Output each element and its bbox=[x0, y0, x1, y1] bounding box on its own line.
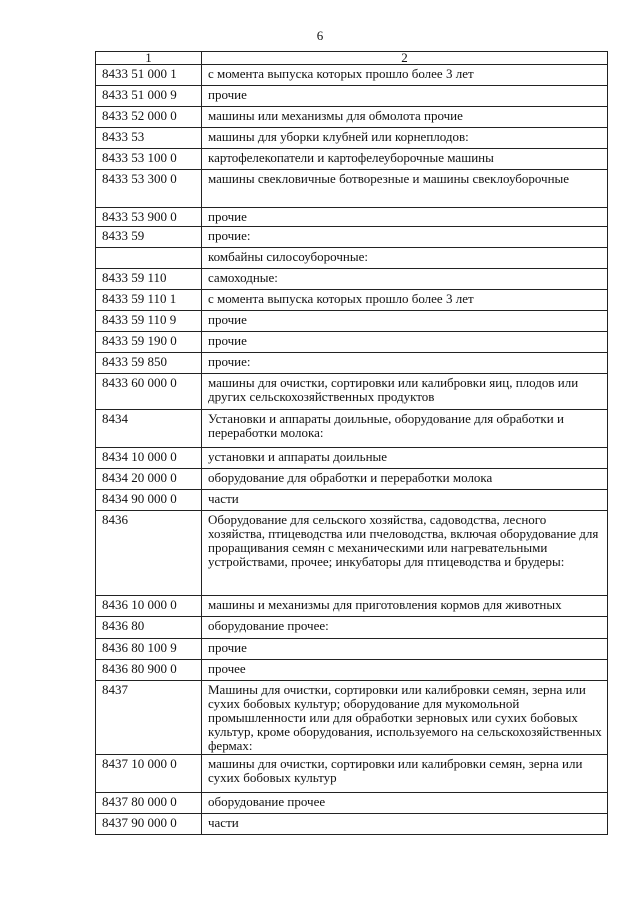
header-row bbox=[96, 52, 608, 65]
table-row bbox=[96, 511, 608, 596]
table-row bbox=[96, 617, 608, 639]
table-row bbox=[96, 490, 608, 511]
tnved-code: 8433 59 bbox=[96, 227, 202, 248]
tnved-code: 8436 bbox=[96, 511, 202, 596]
table-row bbox=[96, 128, 608, 149]
item-description: прочие: bbox=[202, 353, 608, 374]
item-description: прочие bbox=[202, 639, 608, 660]
item-description: машины и механизмы для приготовления кормов для животных bbox=[202, 596, 608, 617]
tnved-code: 8433 59 850 bbox=[96, 353, 202, 374]
tnved-code bbox=[96, 248, 202, 269]
tnved-code: 8434 20 000 0 bbox=[96, 469, 202, 490]
tnved-code: 8433 51 000 1 bbox=[96, 65, 202, 86]
item-description: самоходные: bbox=[202, 269, 608, 290]
item-description: с момента выпуска которых прошло более 3 лет bbox=[202, 65, 608, 86]
table-row bbox=[96, 596, 608, 617]
column-header-description: 2 bbox=[202, 52, 608, 65]
tnved-code: 8434 10 000 0 bbox=[96, 448, 202, 469]
item-description: Машины для очистки, сортировки или калибровки семян, зерна или сухих бобовых культур; оборудование для мукомольной промышленности или для обработки зерновых или сухих бобовых культур, кроме оборудования, используемого на сельскохозяйственных фермах: bbox=[202, 681, 608, 755]
item-description: машины свекловичные ботворезные и машины свеклоуборочные bbox=[202, 170, 608, 208]
classification-table bbox=[95, 51, 608, 835]
table-row bbox=[96, 107, 608, 128]
table-row bbox=[96, 332, 608, 353]
tnved-code: 8433 53 100 0 bbox=[96, 149, 202, 170]
item-description: части bbox=[202, 814, 608, 835]
tnved-code: 8433 53 bbox=[96, 128, 202, 149]
item-description: с момента выпуска которых прошло более 3 лет bbox=[202, 290, 608, 311]
item-description: машины для уборки клубней или корнеплодов: bbox=[202, 128, 608, 149]
table-row bbox=[96, 149, 608, 170]
item-description: комбайны силосоуборочные: bbox=[202, 248, 608, 269]
item-description: машины для очистки, сортировки или калибровки яиц, плодов или других сельскохозяйственных продуктов bbox=[202, 374, 608, 410]
table-body bbox=[96, 65, 608, 835]
tnved-code: 8436 80 100 9 bbox=[96, 639, 202, 660]
table-row bbox=[96, 639, 608, 660]
tnved-code: 8437 10 000 0 bbox=[96, 755, 202, 793]
table-row bbox=[96, 374, 608, 410]
tnved-code: 8437 80 000 0 bbox=[96, 793, 202, 814]
table-row bbox=[96, 311, 608, 332]
item-description: части bbox=[202, 490, 608, 511]
table-row bbox=[96, 170, 608, 208]
tnved-code: 8433 53 300 0 bbox=[96, 170, 202, 208]
tnved-code: 8433 59 110 1 bbox=[96, 290, 202, 311]
tnved-code: 8433 59 110 9 bbox=[96, 311, 202, 332]
table-row bbox=[96, 290, 608, 311]
table-row bbox=[96, 227, 608, 248]
table-row bbox=[96, 681, 608, 755]
item-description: машины для очистки, сортировки или калибровки семян, зерна или сухих бобовых культур bbox=[202, 755, 608, 793]
item-description: Оборудование для сельского хозяйства, садоводства, лесного хозяйства, птицеводства или пчеловодства, включая оборудование для проращивания семян с механическими или нагревательными устройствами, прочее; инкубаторы для птицеводства и брудеры: bbox=[202, 511, 608, 596]
tnved-code: 8437 bbox=[96, 681, 202, 755]
item-description: установки и аппараты доильные bbox=[202, 448, 608, 469]
item-description: Установки и аппараты доильные, оборудование для обработки и переработки молока: bbox=[202, 410, 608, 448]
table-row bbox=[96, 410, 608, 448]
tnved-code: 8434 bbox=[96, 410, 202, 448]
tnved-code: 8433 51 000 9 bbox=[96, 86, 202, 107]
table-row bbox=[96, 248, 608, 269]
item-description: оборудование для обработки и переработки молока bbox=[202, 469, 608, 490]
tnved-code: 8436 10 000 0 bbox=[96, 596, 202, 617]
item-description: прочее bbox=[202, 660, 608, 681]
tnved-code: 8437 90 000 0 bbox=[96, 814, 202, 835]
tnved-code: 8433 59 110 bbox=[96, 269, 202, 290]
table-row bbox=[96, 660, 608, 681]
column-header-code: 1 bbox=[96, 52, 202, 65]
item-description: машины или механизмы для обмолота прочие bbox=[202, 107, 608, 128]
table-row bbox=[96, 269, 608, 290]
item-description: прочие: bbox=[202, 227, 608, 248]
item-description: прочие bbox=[202, 208, 608, 227]
item-description: прочие bbox=[202, 86, 608, 107]
table-row bbox=[96, 814, 608, 835]
table-row bbox=[96, 86, 608, 107]
tnved-code: 8433 59 190 0 bbox=[96, 332, 202, 353]
tnved-code: 8434 90 000 0 bbox=[96, 490, 202, 511]
item-description: оборудование прочее bbox=[202, 793, 608, 814]
page-number: 6 bbox=[316, 28, 324, 43]
tnved-code: 8433 52 000 0 bbox=[96, 107, 202, 128]
item-description: оборудование прочее: bbox=[202, 617, 608, 639]
table-row bbox=[96, 208, 608, 227]
item-description: картофелекопатели и картофелеуборочные машины bbox=[202, 149, 608, 170]
item-description: прочие bbox=[202, 332, 608, 353]
table-row bbox=[96, 469, 608, 490]
tnved-code: 8433 53 900 0 bbox=[96, 208, 202, 227]
table-row bbox=[96, 65, 608, 86]
tnved-code: 8436 80 bbox=[96, 617, 202, 639]
table-row bbox=[96, 353, 608, 374]
table-row bbox=[96, 755, 608, 793]
table-row bbox=[96, 448, 608, 469]
tnved-code: 8436 80 900 0 bbox=[96, 660, 202, 681]
table-row bbox=[96, 793, 608, 814]
tnved-code: 8433 60 000 0 bbox=[96, 374, 202, 410]
item-description: прочие bbox=[202, 311, 608, 332]
